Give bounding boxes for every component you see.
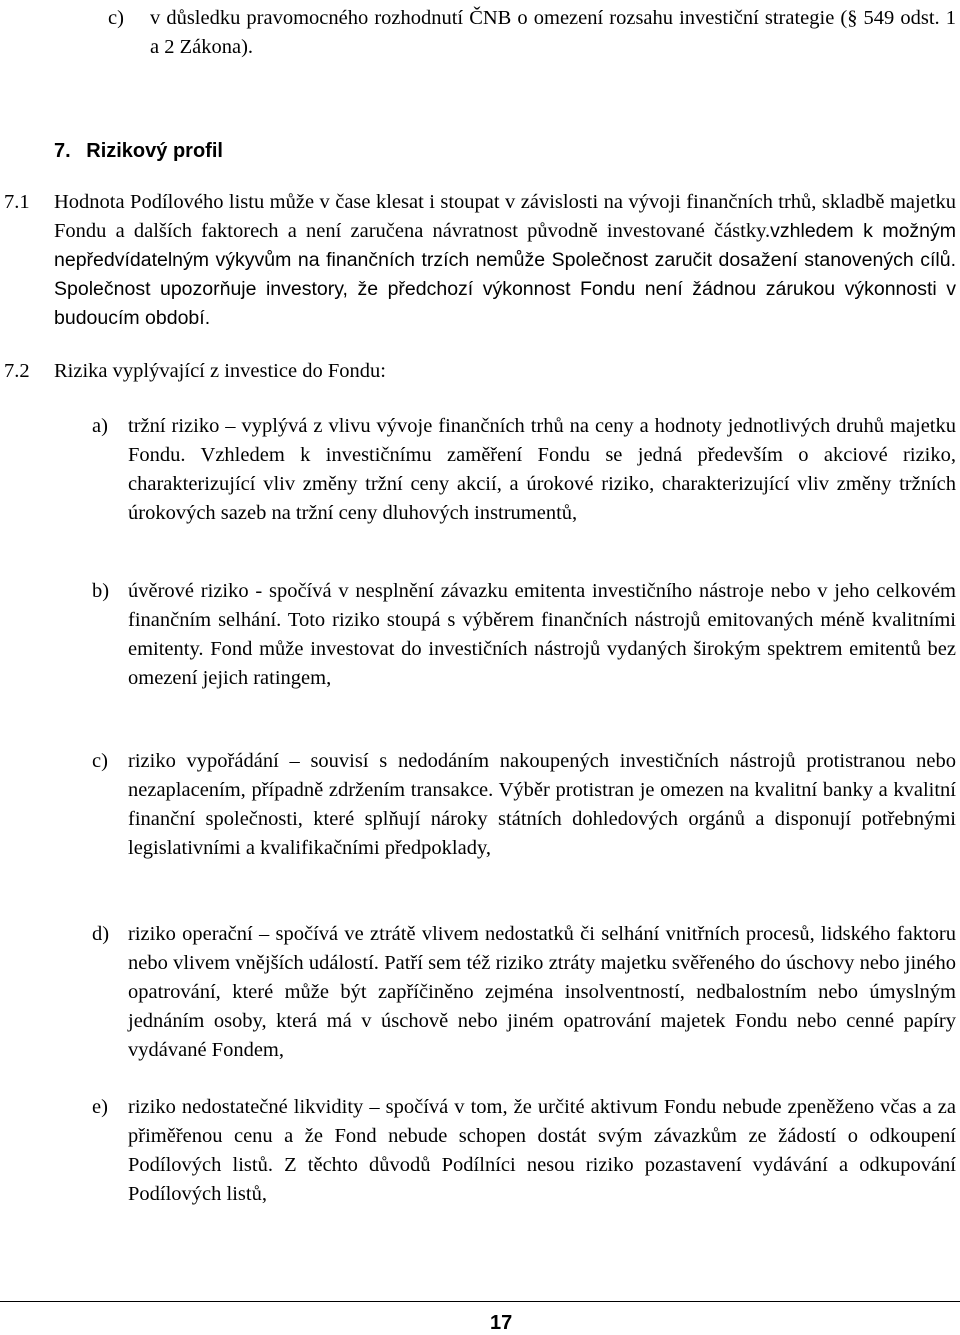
paragraph-number: 7.2 — [4, 360, 30, 382]
list-marker: b) — [92, 580, 110, 602]
section-title: Rizikový profil — [86, 140, 223, 162]
list-marker: e) — [92, 1096, 108, 1118]
list-item-text: riziko vypořádání – souvisí s nedodáním nakoupených investičních nástrojů protistranou nebo nezaplacením, případně zdržením transakce. Výběr protistran je omezen na kvalitní banky a kvalitní finanční společnosti, které splňují nároky státních dohledových orgánů a disponují potřebnými legislativními a kvalifikačními předpoklady, — [128, 750, 956, 859]
footer-divider — [0, 1301, 960, 1302]
paragraph-number: 7.1 — [4, 191, 30, 213]
list-item-text: riziko nedostatečné likvidity – spočívá v tom, že určité aktivum Fondu nebude zpeněženo včas a za přiměřenou cenu a že Fond nebude schopen dostát svým závazkům ze žádostí o odkoupení Podílových listů. Z těchto důvodů Podílníci nesou riziko pozastavení vydávání a odkupování Podílových listů, — [128, 1096, 956, 1205]
paragraph-text — [54, 188, 956, 333]
list-item-text: riziko operační – spočívá ve ztrátě vlivem nedostatků či selhání vnitřních procesů, lidského faktoru nebo vlivem vnějších událostí. Patří sem též riziko ztráty majetku svěřeného do úschovy nebo jiného opatrování, které může být zapříčiněno zejména insolventností, nedbalostním nebo úmyslným jednáním osoby, která má v úschově nebo jiném opatrování majetek Fondu nebo cenné papíry vydávané Fondem, — [128, 923, 956, 1061]
list-marker: c) — [108, 7, 124, 29]
section-number: 7. — [54, 140, 71, 162]
section-heading — [54, 137, 654, 166]
list-item-text: tržní riziko – vyplývá z vlivu vývoje finančních trhů na ceny a hodnoty jednotlivých druhů majetku Fondu. Vzhledem k investičnímu zaměření Fondu se jedná především o akciové riziko, charakterizující vliv změny tržní ceny akcií, a úrokové riziko, charakterizující vliv změny tržních úrokových sazeb na tržní ceny dluhových instrumentů, — [128, 415, 956, 524]
paragraph-text-serif: Hodnota Podílového listu může v čase klesat i stoupat v závislosti na vývoji finančních trhů, skladbě majetku Fondu a dalších faktorech a není zaručena návratnost původně investované částky. — [54, 191, 956, 242]
paragraph-text-sans: vzhledem k možným nepředvídatelným výkyvům na finančních trzích nemůže Společnost zaručit dosažení stanovených cílů. Společnost upozorňuje investory, že předchozí výkonnost Fondu není žádnou zárukou výkonnosti v budoucím období. — [54, 220, 957, 329]
list-item-text: úvěrové riziko - spočívá v nesplnění závazku emitenta investičního nástroje nebo v jeho celkovém finančním selhání. Toto riziko stoupá s výběrem finančních nástrojů emitovaných méně kvalitními emitenty. Fond může investovat do investičních nástrojů vydaných širokým spektrem emitentů bez omezení jejich ratingem, — [128, 580, 956, 689]
list-marker: d) — [92, 923, 110, 945]
paragraph-text: Rizika vyplývající z investice do Fondu: — [54, 360, 386, 382]
list-item-text: v důsledku pravomocného rozhodnutí ČNB o omezení rozsahu investiční strategie (§ 549 odst. 1 a 2 Zákona). — [150, 7, 956, 58]
page-number: 17 — [490, 1312, 513, 1334]
list-marker: a) — [92, 415, 108, 437]
list-marker: c) — [92, 750, 108, 772]
